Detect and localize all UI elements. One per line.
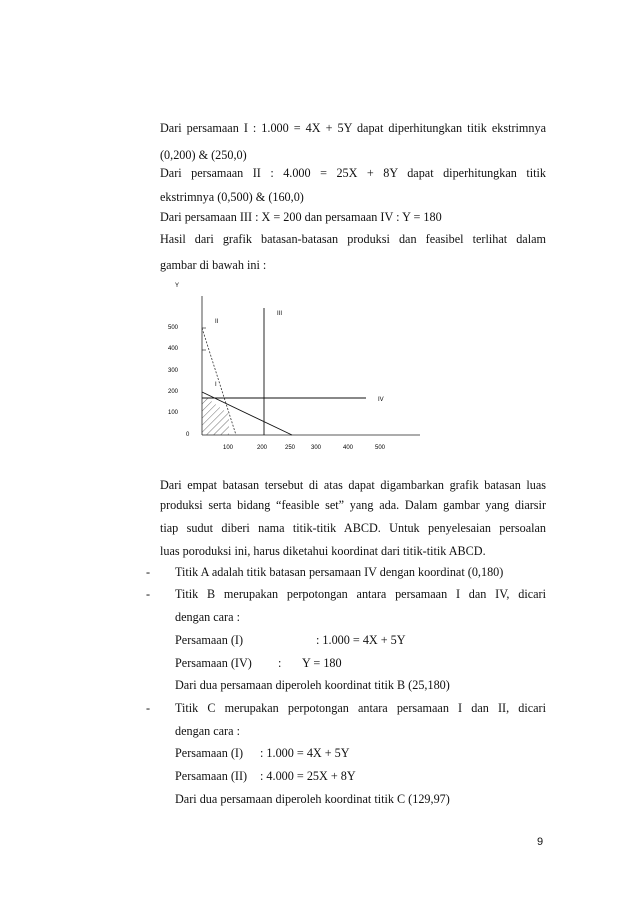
y-tick-label: 100 [168,410,179,416]
x-tick-label: 100 [223,445,234,451]
equation-label: Persamaan (IV) [175,656,252,670]
equation-colon: : [278,656,282,670]
paragraph-line: Dari persamaan II : 4.000 = 25X + 8Y dapat diperhitungkan titik [160,166,546,180]
bullet-text: Dari dua persamaan diperoleh koordinat titik B (25,180) [175,678,450,692]
page-number: 9 [537,836,544,848]
y-axis-label: Y [175,283,180,289]
y-tick-label: 0 [186,432,190,438]
paragraph-line: produksi serta bidang “feasible set” yang ada. Dalam gambar yang diarsir [160,498,546,512]
x-tick-label: 500 [375,445,386,451]
x-tick-label: 300 [311,445,322,451]
bullet-dash: - [146,565,151,579]
x-tick-label: 250 [285,445,296,451]
paragraph-line: gambar di bawah ini : [160,258,267,272]
equation-label: Persamaan (II) [175,769,248,783]
line-i-label: I [215,382,217,388]
bullet-text: Titik C merupakan perpotongan antara persamaan I dan II, dicari [175,701,546,715]
constraint-graph [160,276,430,456]
line-iv-label: IV [378,397,384,403]
x-tick-label: 200 [257,445,268,451]
bullet-dash: - [146,587,151,601]
y-tick-label: 400 [168,346,179,352]
paragraph-line: Dari empat batasan tersebut di atas dapat digambarkan grafik batasan luas [160,478,546,492]
y-tick-label: 300 [168,368,179,374]
bullet-text: dengan cara : [175,724,240,738]
paragraph-line: ekstrimnya (0,500) & (160,0) [160,190,304,204]
paragraph-line: luas poroduksi ini, harus diketahui koordinat dari titik-titik ABCD. [160,544,486,558]
equation-value: Y = 180 [302,656,342,670]
equation-value: : 4.000 = 25X + 8Y [260,769,356,783]
bullet-text: Titik A adalah titik batasan persamaan IV dengan koordinat (0,180) [175,565,504,579]
paragraph-line: Dari persamaan I : 1.000 = 4X + 5Y dapat diperhitungkan titik ekstrimnya [160,121,546,135]
bullet-text: Dari dua persamaan diperoleh koordinat titik C (129,97) [175,792,450,806]
line-iii-label: III [277,311,283,317]
bullet-text: dengan cara : [175,610,240,624]
equation-value: : 1.000 = 4X + 5Y [316,633,406,647]
paragraph-line: (0,200) & (250,0) [160,148,247,162]
paragraph-line: tiap sudut diberi nama titik-titik ABCD. Untuk penyelesaian persoalan [160,521,546,535]
line-ii-label: II [215,319,219,325]
equation-label: Persamaan (I) [175,633,244,647]
paragraph-line: Dari persamaan III : X = 200 dan persamaan IV : Y = 180 [160,210,442,224]
feasible-region [202,398,229,435]
y-tick-label: 500 [168,325,179,331]
y-tick-label: 200 [168,389,179,395]
paragraph-line: Hasil dari grafik batasan-batasan produksi dan feasibel terlihat dalam [160,232,546,246]
equation-label: Persamaan (I) [175,746,244,760]
bullet-text: Titik B merupakan perpotongan antara persamaan I dan IV, dicari [175,587,546,601]
x-tick-label: 400 [343,445,354,451]
bullet-dash: - [146,701,151,715]
equation-value: : 1.000 = 4X + 5Y [260,746,350,760]
